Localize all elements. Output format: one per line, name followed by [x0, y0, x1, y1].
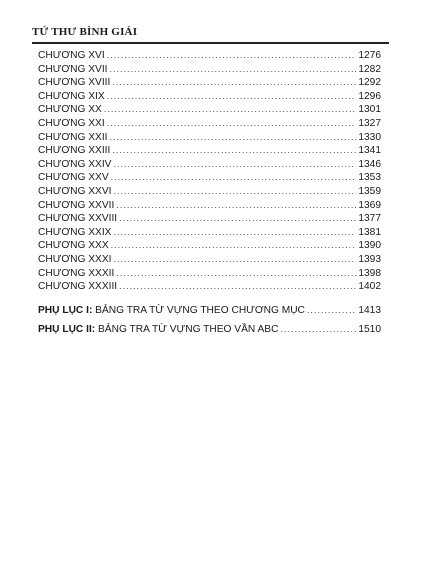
toc-entry[interactable]	[38, 131, 381, 145]
dot-leader	[110, 63, 357, 77]
toc-entry[interactable]	[38, 49, 381, 63]
toc-entry-label: CHƯƠNG XXI	[38, 117, 105, 129]
appendix-entry-label	[38, 301, 305, 320]
toc-entry[interactable]	[38, 103, 381, 117]
toc-entry[interactable]	[38, 158, 381, 172]
toc-entry-label: CHƯƠNG XXIX	[38, 226, 112, 238]
appendix-entry[interactable]	[38, 320, 381, 339]
toc-entry[interactable]	[38, 280, 381, 294]
toc-entry-page: 1292	[358, 77, 381, 89]
toc-entry-page: 1359	[358, 185, 381, 197]
toc-entry-page: 1301	[358, 104, 381, 116]
toc-entry-page: 1381	[358, 226, 381, 238]
toc-entry-page: 1353	[358, 172, 381, 184]
toc-entry-page: 1377	[358, 213, 381, 225]
appendix-entry-label	[38, 320, 278, 339]
dot-leader	[113, 226, 356, 240]
running-title: TỨ THƯ BÌNH GIẢI	[32, 26, 138, 38]
toc-entry[interactable]	[38, 212, 381, 226]
dot-leader	[107, 117, 357, 131]
dot-leader	[107, 90, 357, 104]
toc-entry-page: 1282	[358, 63, 381, 75]
toc-entry-page: 1393	[358, 253, 381, 265]
toc-entry-label: CHƯƠNG XXVII	[38, 199, 115, 211]
dot-leader	[113, 253, 356, 267]
toc-entry-label: CHƯƠNG XVII	[38, 63, 108, 75]
toc-entry-page: 1398	[358, 267, 381, 279]
dot-leader	[280, 320, 356, 339]
toc-entry[interactable]	[38, 76, 381, 90]
appendix-list	[38, 301, 381, 339]
dot-leader	[116, 199, 356, 213]
dot-leader	[111, 239, 357, 253]
toc-entry[interactable]	[38, 199, 381, 213]
toc-entry-page: 1296	[358, 90, 381, 102]
appendix-entry-page: 1413	[358, 304, 381, 316]
dot-leader	[110, 131, 357, 145]
toc-entry-label: CHƯƠNG XXXI	[38, 253, 112, 265]
toc-entry-page: 1341	[358, 145, 381, 157]
appendix-number: PHỤ LỤC I:	[38, 304, 93, 316]
toc-entry-label: CHƯƠNG XVI	[38, 50, 105, 61]
dot-leader	[112, 144, 356, 158]
toc-entry-label: CHƯƠNG XX	[38, 104, 102, 116]
toc-entry-page: 1276	[358, 50, 381, 61]
toc-entry-label: CHƯƠNG XXVI	[38, 185, 112, 197]
dot-leader	[104, 103, 356, 117]
dot-leader	[112, 76, 356, 90]
header-rule	[32, 42, 389, 44]
dot-leader	[119, 280, 356, 294]
toc-entry-label: CHƯƠNG XXXIII	[38, 281, 118, 293]
dot-leader	[307, 301, 356, 320]
toc-entry-label: CHƯƠNG XXXII	[38, 267, 115, 279]
toc-entry-label: CHƯƠNG XXIII	[38, 145, 111, 157]
toc-entry-page: 1390	[358, 240, 381, 252]
toc-entry-page: 1327	[358, 117, 381, 129]
toc-entry[interactable]	[38, 144, 381, 158]
toc-entry[interactable]	[38, 253, 381, 267]
appendix-number: PHỤ LỤC II:	[38, 323, 96, 335]
dot-leader	[113, 158, 356, 172]
dot-leader	[116, 267, 356, 281]
toc-entry-label: CHƯƠNG XVIII	[38, 77, 111, 89]
toc-entry[interactable]	[38, 226, 381, 240]
toc-entry-label: CHƯƠNG XXX	[38, 240, 109, 252]
table-of-contents	[38, 49, 381, 339]
toc-entry[interactable]	[38, 63, 381, 77]
dot-leader	[119, 212, 356, 226]
toc-entry[interactable]	[38, 117, 381, 131]
toc-entry-label: CHƯƠNG XXVIII	[38, 213, 118, 225]
appendix-entry[interactable]	[38, 301, 381, 320]
toc-entry-page: 1330	[358, 131, 381, 143]
toc-entry-page: 1346	[358, 158, 381, 170]
dot-leader	[113, 185, 356, 199]
toc-entry-page: 1369	[358, 199, 381, 211]
toc-entry[interactable]	[38, 267, 381, 281]
toc-entry[interactable]	[38, 239, 381, 253]
toc-entry-page: 1402	[358, 281, 381, 293]
appendix-entry-page: 1510	[358, 323, 381, 335]
toc-entry[interactable]	[38, 185, 381, 199]
dot-leader	[111, 171, 357, 185]
toc-entry-label: CHƯƠNG XIX	[38, 90, 105, 102]
toc-entry-label: CHƯƠNG XXII	[38, 131, 108, 143]
toc-entry[interactable]	[38, 90, 381, 104]
toc-entry[interactable]	[38, 171, 381, 185]
toc-entry-label: CHƯƠNG XXV	[38, 172, 109, 184]
dot-leader	[107, 49, 357, 63]
toc-entry-label: CHƯƠNG XXIV	[38, 158, 112, 170]
appendix-title: BẢNG TRA TỪ VỰNG THEO VẦN ABC	[95, 323, 279, 335]
appendix-title: BẢNG TRA TỪ VỰNG THEO CHƯƠNG MỤC	[92, 304, 305, 316]
